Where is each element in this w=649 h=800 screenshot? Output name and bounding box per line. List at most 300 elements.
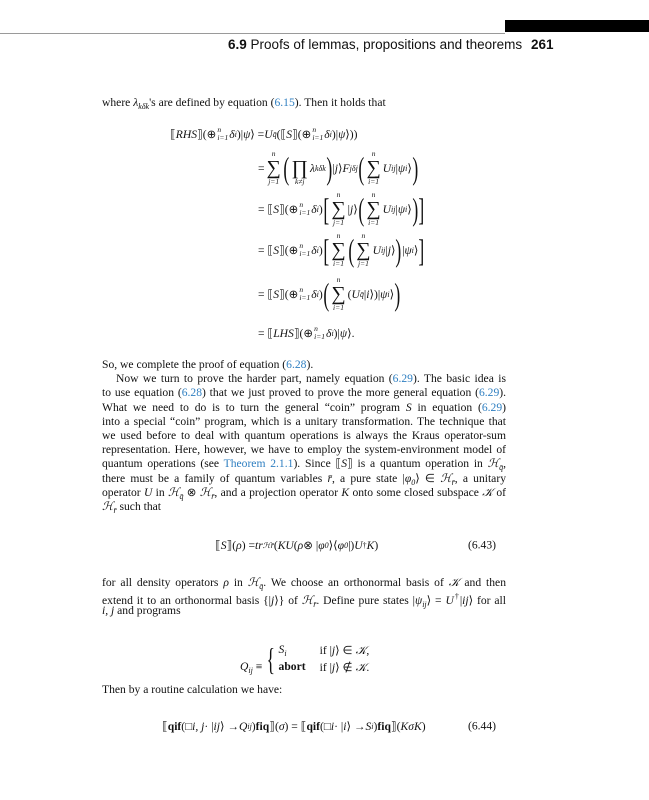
subscript: jδj — [349, 163, 358, 173]
large-delimiter: ] — [418, 191, 425, 227]
math-symbol: δ — [311, 243, 317, 257]
math-symbol: S — [273, 202, 279, 216]
math-symbol: K — [366, 538, 375, 552]
text-run: Now we turn to prove the harder part, namely equation ( — [116, 372, 393, 386]
text-run: , — [366, 644, 370, 657]
large-delimiter: ) — [412, 191, 419, 227]
text-run: in equation ( — [411, 400, 482, 414]
math-symbol: ij — [462, 594, 469, 608]
math-symbol: ψ — [339, 326, 348, 340]
big-operator — [366, 191, 380, 227]
text-run: ) = ⟦ — [284, 720, 307, 733]
text-run: ⟩ — [353, 203, 358, 216]
subscript: i — [329, 129, 332, 139]
derivation-line — [258, 325, 354, 341]
text-run: in — [152, 485, 168, 499]
then-line — [102, 683, 506, 697]
math-symbol: ℋ — [487, 457, 500, 471]
math-symbol: j — [387, 243, 391, 257]
text-run: ). — [499, 386, 507, 400]
text-line — [102, 429, 506, 443]
subscript: kδk — [138, 102, 150, 111]
limits — [299, 201, 310, 217]
math-symbol: ψ — [404, 243, 412, 257]
text-run: ⟩ — [390, 244, 396, 257]
upper-limit: n — [217, 125, 222, 134]
text-run: ⟧(⊕ — [197, 128, 217, 141]
text-run: ⟧(⊕ — [278, 244, 299, 257]
text-run: ( — [273, 538, 278, 552]
math-symbol: j — [270, 594, 275, 608]
text-run: in — [228, 576, 248, 589]
text-run: ⟧ is a quantum operation in — [347, 457, 488, 471]
text-run: = ⟦ — [258, 244, 274, 257]
intro-line — [102, 96, 506, 114]
math-symbol: ℋ — [199, 485, 212, 499]
large-delimiter: ( — [358, 191, 364, 227]
text-run: | — [363, 287, 367, 301]
math-symbol: S — [273, 287, 279, 301]
subscript: r̄ — [113, 506, 117, 515]
text-run: operator — [102, 485, 144, 499]
text-run: Then by a routine calculation we have: — [102, 683, 283, 696]
math-symbol: U — [445, 594, 454, 608]
subscript: i — [316, 245, 319, 255]
subscript: i — [284, 649, 287, 658]
text-run: ⟩ → — [219, 720, 239, 733]
upper-limit: n — [314, 324, 318, 333]
large-delimiter: ( — [283, 150, 290, 186]
text-run: ) — [318, 202, 323, 216]
text-run: ). The basic idea is — [412, 372, 506, 386]
text-run: )| — [331, 127, 339, 141]
keyword: qif — [306, 719, 320, 733]
running-header — [228, 37, 522, 52]
subscript: q̄ — [179, 491, 184, 501]
text-run: and then — [459, 576, 506, 589]
math-symbol: ψ — [397, 161, 406, 175]
text-run: | — [395, 202, 398, 216]
math-symbol: φ — [404, 471, 412, 485]
text-run: = ⟦ — [258, 203, 274, 216]
text-run: ⟩ ∉ — [335, 661, 356, 674]
section-title: Proofs of lemmas, propositions and theorems — [250, 37, 523, 52]
cross-reference-link[interactable]: 6.29 — [481, 400, 503, 414]
text-run: | — [402, 243, 405, 257]
subscript: kδk — [314, 163, 326, 173]
subscript: i — [411, 245, 414, 255]
text-run: , a pure state | — [331, 471, 405, 485]
subscript: r̄ — [313, 600, 317, 610]
math-symbol: j — [331, 644, 336, 657]
page-number: 261 — [531, 37, 554, 52]
math-symbol: Q — [238, 719, 248, 733]
text-run: = ⟦ — [258, 288, 274, 301]
limits — [299, 242, 310, 258]
derivation-line — [258, 150, 419, 186]
math-symbol: ℋ — [102, 500, 114, 513]
text-run: ⟧( — [269, 720, 279, 733]
math-symbol: U — [382, 161, 392, 175]
text-run: ) — [502, 400, 507, 414]
keyword: qif — [167, 719, 182, 733]
text-run: · | — [334, 719, 344, 733]
text-run: ⟧( — [390, 720, 401, 733]
large-delimiter: { — [266, 641, 276, 677]
large-delimiter: ) — [394, 276, 401, 312]
text-run: . Define pure states | — [316, 594, 415, 608]
lower-limit: i=1 — [368, 177, 380, 186]
equation-6-44 — [162, 719, 426, 733]
text-run: ⊗ | — [303, 539, 319, 552]
math-symbol: U — [351, 287, 360, 301]
cross-reference-link[interactable]: 6.15 — [274, 96, 295, 109]
text-run: such that — [116, 500, 162, 513]
text-run: ). Then it holds that — [294, 96, 386, 109]
math-symbol: δ — [324, 127, 330, 141]
math-symbol: ℋ — [167, 485, 180, 499]
math-symbol: U — [264, 127, 273, 141]
text-run: ⊗ — [183, 485, 200, 499]
text-run: ) — [421, 719, 426, 733]
math-symbol: S — [286, 127, 293, 141]
lower-limit: i=1 — [333, 259, 344, 268]
math-symbol: Q — [240, 660, 249, 673]
upper-limit: n — [336, 275, 341, 284]
math-symbol: i — [343, 719, 347, 733]
case-value — [279, 643, 306, 658]
text-line — [102, 604, 506, 618]
upper-limit: n — [361, 231, 366, 240]
subscript: i — [405, 204, 408, 214]
math-symbol: δ — [311, 202, 317, 216]
text-run: | — [385, 243, 388, 257]
subscript: i — [387, 289, 390, 299]
math-symbol: U — [143, 485, 153, 499]
text-run: where — [102, 96, 134, 109]
equation-number: (6.44) — [468, 719, 497, 733]
math-symbol: ρ — [297, 538, 304, 552]
math-symbol: RHS — [175, 127, 198, 141]
operator-symbol: ∑ — [331, 283, 346, 305]
text-run: |) — [348, 538, 355, 552]
text-run: ) — [318, 243, 323, 257]
math-symbol: 𝒦 — [482, 485, 494, 499]
text-run: )| — [236, 127, 244, 141]
limits — [314, 325, 325, 341]
math-symbol: j — [334, 161, 339, 175]
math-symbol: S — [405, 400, 412, 414]
large-delimiter: [ — [323, 191, 329, 227]
text-line — [102, 443, 506, 457]
equation-6-43 — [215, 538, 378, 552]
subscript: q̄ — [272, 129, 277, 139]
text-run: ⟩ = — [426, 594, 446, 608]
text-run: ⟧(⊕ — [278, 203, 299, 216]
upper-limit: n — [271, 149, 276, 158]
text-run: representation. Here, however, we have to employ the system-environment model of — [102, 443, 506, 457]
text-run: quantum operations (see — [102, 457, 224, 471]
subscript: 0 — [324, 540, 329, 550]
lower-limit: i=1 — [299, 208, 311, 217]
upper-limit: n — [371, 149, 376, 158]
text-run: ). — [306, 358, 314, 371]
text-run: onto some closed subspace — [349, 485, 483, 499]
math-symbol: KU — [277, 538, 294, 552]
text-run: for all density operators — [102, 576, 224, 589]
math-symbol: σ — [278, 719, 285, 733]
q-lhs — [240, 643, 277, 675]
subscript: i — [371, 721, 374, 731]
upper-limit: n — [336, 231, 341, 240]
math-symbol: S — [365, 719, 372, 733]
large-delimiter: [ — [323, 232, 329, 268]
cross-reference-link[interactable]: 6.29 — [478, 386, 500, 400]
case-value — [279, 660, 306, 675]
subscript: i — [331, 328, 334, 338]
text-run: ⟧(⊕ — [278, 288, 299, 301]
text-run: ) — [251, 719, 256, 733]
operator-symbol: ∑ — [366, 198, 381, 220]
text-run: ⟩. — [347, 327, 355, 340]
operator-symbol: ∑ — [366, 157, 381, 179]
subscript: i — [316, 204, 319, 214]
large-delimiter: ) — [395, 232, 402, 268]
math-symbol: ij — [213, 719, 220, 733]
operator-symbol: ∑ — [331, 198, 346, 220]
case-condition — [320, 643, 370, 658]
math-symbol: i — [366, 287, 370, 301]
subscript: ij — [248, 666, 253, 675]
large-delimiter: ( — [358, 150, 365, 186]
text-run: and programs — [114, 604, 181, 618]
lower-limit: i=1 — [217, 133, 229, 142]
text-run: ⟩)) — [345, 128, 358, 141]
text-run: ) that we just proved to prove the more general equation ( — [202, 386, 479, 400]
math-symbol: i, j — [102, 604, 115, 618]
math-symbol: 𝒦 — [355, 644, 367, 657]
upper-limit: n — [336, 190, 341, 199]
subscript: r̄ — [451, 477, 455, 487]
text-line — [116, 372, 506, 386]
math-symbol: S — [278, 643, 285, 656]
lower-limit: i=1 — [299, 293, 311, 302]
math-symbol: δ — [326, 326, 332, 340]
math-symbol: LHS — [273, 326, 294, 340]
upper-limit: n — [299, 285, 304, 294]
text-run: ⟩ for all — [468, 594, 506, 608]
math-symbol: ℋ — [301, 594, 314, 608]
text-run: ⟩ ∈ — [335, 644, 356, 657]
limits — [299, 286, 310, 302]
limits — [312, 126, 323, 142]
derivation-line — [258, 276, 401, 312]
text-run: of — [493, 485, 507, 499]
subscript: r̄ — [211, 491, 215, 501]
big-operator — [331, 191, 345, 227]
text-run: we used before to deal with quantum operations is always the Kraus operator-sum — [102, 429, 506, 442]
math-symbol: tr — [255, 538, 263, 552]
text-run: , a unitary — [454, 471, 506, 485]
math-symbol: 𝒦 — [355, 661, 367, 674]
text-run: ⟩)| — [369, 288, 381, 301]
text-run: ⟦ — [170, 128, 176, 141]
lower-limit: k≠j — [294, 177, 305, 186]
math-symbol: K — [341, 485, 350, 499]
text-run: if | — [319, 661, 332, 674]
big-operator — [366, 150, 380, 186]
text-run: ⟩ ∈ — [415, 471, 441, 485]
text-run: if | — [319, 644, 332, 657]
big-operator — [331, 276, 345, 312]
text-run: ) — [373, 719, 378, 733]
lower-limit: i=1 — [299, 249, 311, 258]
cross-reference-link[interactable]: 6.28 — [181, 386, 202, 400]
big-operator — [356, 232, 370, 268]
section-number: 6.9 — [228, 37, 247, 52]
text-run: | — [347, 202, 350, 216]
header-rule — [0, 33, 505, 34]
text-run: (□ — [320, 719, 331, 733]
math-symbol: j — [331, 661, 336, 674]
text-run: )| — [333, 326, 340, 340]
text-run: ≡ — [252, 660, 266, 673]
math-symbol: i, j — [192, 719, 205, 733]
text-run: ⟩ — [413, 244, 419, 257]
text-run: to use equation ( — [102, 386, 182, 400]
text-run: What we need to do is to turn the general “coin” program — [102, 400, 406, 414]
text-run: ). Since ⟦ — [293, 457, 342, 471]
equation-number: (6.43) — [468, 538, 497, 552]
text-run: | — [395, 161, 398, 175]
text-run: ⟩ — [338, 162, 343, 175]
text-line — [102, 415, 506, 429]
math-symbol: λ — [133, 96, 139, 109]
text-run: ⟩ → — [346, 720, 366, 733]
math-symbol: U — [354, 538, 363, 552]
big-operator — [267, 150, 281, 186]
q-definition — [240, 643, 369, 675]
text-run: = — [258, 161, 265, 175]
math-symbol: U — [382, 202, 392, 216]
math-symbol: KσK — [400, 719, 422, 733]
text-run: ( — [293, 538, 298, 552]
limits — [217, 126, 228, 142]
subscript: q̄ — [499, 463, 504, 473]
math-symbol: S — [220, 538, 227, 552]
math-symbol: F — [342, 161, 350, 175]
math-symbol: S — [341, 457, 348, 471]
math-symbol: 𝒦 — [448, 576, 460, 589]
derivation-line — [258, 232, 425, 268]
math-symbol: ψ — [414, 594, 423, 608]
text-run: ⟩⟨ — [328, 539, 338, 552]
text-line — [102, 500, 506, 518]
text-line — [102, 358, 506, 372]
text-run: | — [459, 594, 463, 608]
text-run: | — [332, 161, 335, 175]
subscript: i — [405, 163, 408, 173]
lower-limit: i=1 — [368, 218, 379, 227]
math-symbol: δ — [229, 127, 235, 141]
math-symbol: j — [349, 202, 354, 216]
subscript: ij — [380, 245, 386, 255]
text-run: ⟧(⊕ — [293, 327, 314, 340]
q-cases — [279, 643, 370, 675]
subscript: i — [316, 289, 319, 299]
subscript: ij — [422, 600, 427, 610]
subscript: i — [234, 129, 237, 139]
text-run: ⟩ — [407, 203, 412, 216]
large-delimiter: ( — [348, 232, 354, 268]
upper-limit: n — [299, 241, 304, 250]
chapter-tab-bar — [505, 20, 649, 32]
cross-reference-link[interactable]: 6.29 — [392, 372, 413, 386]
keyword: fiq — [255, 719, 270, 733]
keyword: abort — [278, 660, 306, 673]
text-run: ⟦ — [162, 720, 168, 733]
upper-limit: n — [299, 200, 304, 209]
text-run: 's are defined by equation ( — [149, 96, 275, 109]
text-run: , — [503, 457, 506, 471]
operator-symbol: ∑ — [356, 239, 371, 261]
math-symbol: φ — [337, 538, 345, 552]
math-symbol: δ — [311, 287, 317, 301]
text-run: . We choose an orthonormal basis of — [263, 576, 449, 589]
math-symbol: ψ — [380, 287, 388, 301]
subscript: ℋr̄ — [262, 540, 274, 550]
text-run: ⟩ — [389, 288, 395, 301]
text-run: ) — [318, 287, 323, 301]
text-run: ⟩} of — [274, 594, 302, 608]
math-symbol: S — [273, 243, 279, 257]
math-symbol: λ — [309, 161, 315, 175]
text-run: ⟦ — [215, 539, 221, 552]
subscript: ij — [391, 204, 396, 214]
text-run: (⟦ — [276, 128, 287, 141]
cross-reference-link[interactable]: Theorem 2.1.1 — [223, 457, 294, 471]
math-symbol: r̄ — [327, 471, 332, 485]
text-run: ⟧(⊕ — [292, 128, 312, 141]
lower-limit: i=1 — [314, 332, 326, 341]
subscript: q̄ — [259, 582, 264, 591]
text-run: extend it to an orthonormal basis {| — [102, 594, 271, 608]
operator-symbol: ∏ — [291, 157, 308, 179]
math-symbol: φ — [318, 538, 325, 552]
lower-limit: i=1 — [312, 133, 324, 142]
text-run: ⟩ — [407, 162, 412, 175]
math-symbol: U — [372, 243, 381, 257]
cross-reference-link[interactable]: 6.28 — [286, 358, 307, 371]
text-run: ⟩ = — [250, 128, 265, 141]
derivation-line — [170, 126, 358, 142]
lower-limit: j=1 — [357, 259, 369, 268]
lower-limit: i=1 — [333, 303, 344, 312]
lower-limit: j=1 — [268, 177, 280, 186]
math-symbol: ψ — [397, 202, 406, 216]
derivation-line — [258, 191, 425, 227]
large-delimiter: ( — [323, 276, 329, 312]
math-symbol: i — [330, 719, 335, 733]
large-delimiter: ] — [418, 232, 425, 268]
subscript: q̄ — [359, 289, 364, 299]
keyword: fiq — [377, 719, 391, 733]
subscript: ij — [247, 721, 252, 731]
math-symbol: ℋ — [247, 576, 260, 589]
math-symbol: ψ — [338, 127, 346, 141]
math-symbol: ℋ — [440, 471, 452, 485]
big-operator — [291, 150, 307, 186]
